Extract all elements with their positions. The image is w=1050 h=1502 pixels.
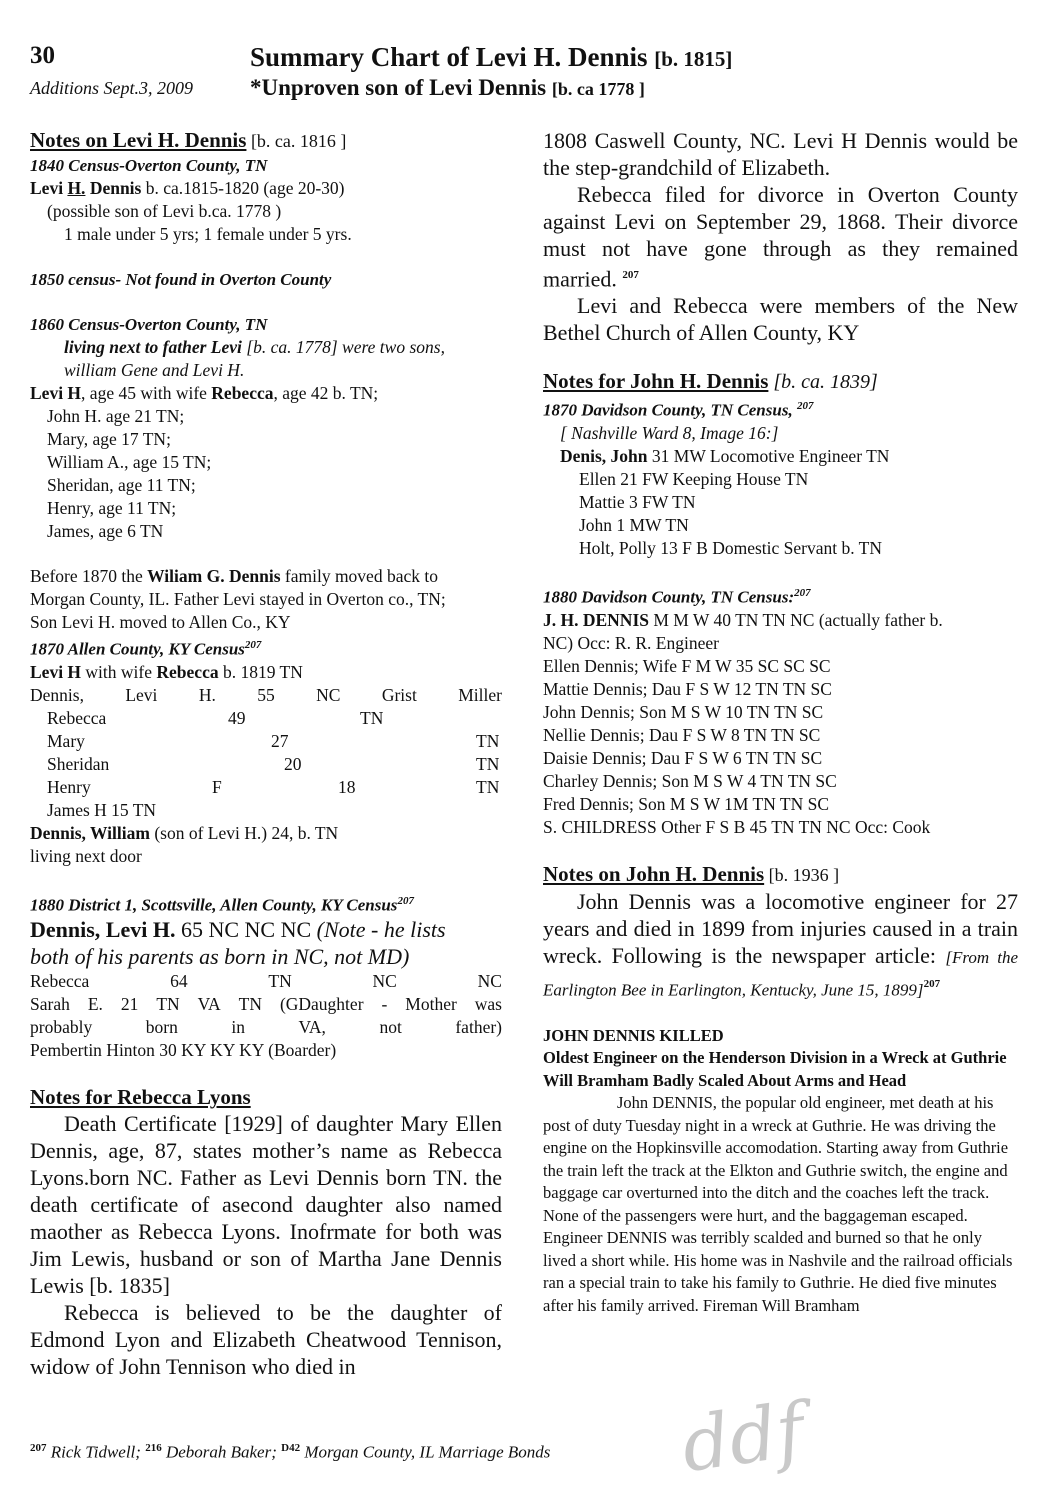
rebecca-heading: Notes for Rebecca Lyons	[30, 1085, 251, 1110]
john-census-1880-row: Charley Dennis; Son M S W 4 TN TN SC	[543, 770, 837, 791]
john-census-1870-row: Holt, Polly 13 F B Domestic Servant b. TN	[579, 537, 883, 558]
john-census-1880-row: Fred Dennis; Son M S W 1M TN TN SC	[543, 793, 830, 814]
page-title	[250, 42, 732, 73]
census-1880-pembertin: Pembertin Hinton 30 KY KY KY (Boarder)	[30, 1040, 337, 1061]
john-census-1870-row: Denis, John 31 MW Locomotive Engineer TN	[560, 445, 890, 466]
john-census-1880-row: S. CHILDRESS Other F S B 45 TN TN NC Occ: Cook	[543, 816, 931, 837]
census-1870-william: Dennis, William (son of Levi H.) 24, b. TN	[30, 822, 339, 843]
census-1870-row: James H 15 TN	[47, 799, 157, 820]
right-column	[543, 127, 1018, 1317]
census-1880-sarah-note: probably born in VA, not father)	[30, 1017, 502, 1038]
page-subtitle-born: [b. ca 1778 ]	[551, 79, 645, 99]
page-number: 30	[30, 42, 55, 69]
john-heading: Notes for John H. Dennis [b. ca. 1839]	[543, 369, 878, 394]
census-1840-levi: Levi H. Dennis b. ca.1815-1820 (age 20-30)	[30, 178, 345, 198]
census-1870-levi: Levi H with wife Rebecca b. 1819 TN	[30, 661, 303, 682]
john-census-1880-row: Mattie Dennis; Dau F S W 12 TN TN SC	[543, 678, 832, 699]
census-1860-child: Henry, age 11 TN;	[47, 498, 177, 518]
john-census-1880-heading: 1880 Davidson County, TN Census:$^{207}$	[543, 586, 811, 607]
john-census-1880-row: Nellie Dennis; Dau F S W 8 TN TN SC	[543, 724, 821, 745]
before-1870-text: Before 1870 the Wiliam G. Dennis family moved back to	[30, 566, 438, 586]
footnotes: $^{207}$ Rick Tidwell; $^{216}$ Deborah Baker; $^{D42}$ Morgan County, IL Marriage Bonds	[30, 1442, 551, 1462]
census-1860-note-sons: william Gene and Levi H.	[64, 360, 245, 380]
article-headline: JOHN DENNIS KILLED	[543, 1025, 724, 1045]
john-census-1870-row: Ellen 21 FW Keeping House TN	[579, 468, 809, 489]
john-census-1880-row: Daisie Dennis; Dau F S W 6 TN TN SC	[543, 747, 823, 768]
notes-john-paragraph: John Dennis was a locomotive engineer for 27 years and died in 1899 from injuries caused in a train wreck. Following is the newspaper article: [From the Earlington Bee in Earlington, Kentucky, June 15, 1899]$^{207}$	[543, 888, 1018, 999]
census-1860-levi: Levi H, age 45 with wife Rebecca, age 42 b. TN;	[30, 383, 379, 403]
church-paragraph: Levi and Rebecca were members of the New Bethel Church of Allen County, KY	[543, 293, 1018, 346]
left-column	[30, 127, 502, 1380]
rebecca-paragraph-2: Rebecca is believed to be the daughter of Edmond Lyon and Elizabeth Cheatwood Tennison, widow of John Tennison who died in	[30, 1300, 502, 1380]
article-body: John DENNIS, the popular old engineer, met death at his post of duty Tuesday night in a wreck at Guthrie. He was driving the engine on the Hopkinsville accomodation. Starting away from Guthrie the train left the track at the Elkton and Guthrie switch, the engine and baggage car overturned into the ditch and the coaches left the track. None of the passengers were hurt, and the baggageman escaped. Engineer DENNIS was terribly scalded and burned so that he only lived a short while. His home was in Nashvile and the railroad officials ran a special train to take his family to Guthrie. He died five minutes after his family arrived. Fireman Will Bramham	[543, 1093, 1013, 1315]
notes-john-heading: Notes on John H. Dennis [b. 1936 ]	[543, 861, 840, 886]
john-census-1880-jh-occ: NC) Occ: R. R. Engineer	[543, 632, 719, 653]
census-1840-note: (possible son of Levi b.ca. 1778 )	[47, 201, 282, 221]
john-census-1880-jh: J. H. DENNIS M M W 40 TN TN NC (actually father b.	[543, 609, 943, 630]
rebecca-paragraph-continued: 1808 Caswell County, NC. Levi H Dennis would be the step-grandchild of Elizabeth.	[543, 128, 1018, 180]
census-1860-child: William A., age 15 TN;	[47, 452, 212, 472]
rebecca-paragraph-1: Death Certificate [1929] of daughter Mary Ellen Dennis, age, 87, states mother’s name as Rebecca Lyons.born NC. Father as Levi Dennis born TN. the death certificate of asecond daughter also named maother as Rebecca Lyons. Inofrmate for both was Jim Lewis, husband or son of Martha Jane Dennis Lewis [b. 1835]	[30, 1111, 502, 1299]
census-1860-child: Sheridan, age 11 TN;	[47, 475, 196, 495]
article-subheadline-2: Will Bramham Badly Scaled About Arms and Head	[543, 1070, 907, 1090]
census-1870-row: Dennis, Levi H. 55 NC Grist Miller	[30, 684, 502, 705]
watermark-logo: ddf	[676, 1386, 810, 1490]
census-1840-household: 1 male under 5 yrs; 1 female under 5 yrs.	[64, 224, 352, 244]
census-1870-row: Sheridan 20 TN	[47, 753, 500, 774]
before-1870-text-2: Morgan County, IL. Father Levi stayed in Overton co., TN;	[30, 589, 446, 609]
page-title-born: [b. 1815]	[654, 47, 733, 71]
divorce-paragraph: Rebecca filed for divorce in Overton County against Levi on September 29, 1868. Their divorce must not have gone through as they remained married. $^{207}$	[543, 182, 1018, 292]
page-subtitle-text: *Unproven son of Levi Dennis	[250, 75, 547, 100]
census-1860-note: living next to father Levi [b. ca. 1778] were two sons,	[64, 337, 445, 357]
additions-date: Additions Sept.3, 2009	[30, 78, 193, 98]
john-census-1880-row: John Dennis; Son M S W 10 TN TN SC	[543, 701, 824, 722]
john-census-1870-row: Mattie 3 FW TN	[579, 491, 696, 512]
john-census-1870-note: [ Nashville Ward 8, Image 16:]	[560, 422, 779, 443]
census-1880-levi-note: both of his parents as born in NC, not MD)	[30, 944, 410, 970]
census-1870-william-note: living next door	[30, 845, 142, 866]
before-1870-text-3: Son Levi H. moved to Allen Co., KY	[30, 612, 291, 632]
census-1880-heading: 1880 District 1, Scottsville, Allen County, KY Census$^{207}$	[30, 894, 414, 915]
census-1870-row: Mary 27 TN	[47, 730, 500, 751]
notes-levi-heading: Notes on Levi H. Dennis [b. ca. 1816 ]	[30, 128, 347, 152]
census-1840-heading: 1840 Census-Overton County, TN	[30, 156, 268, 175]
census-1860-heading: 1860 Census-Overton County, TN	[30, 315, 268, 334]
census-1870-row: Henry F 18 TN	[47, 776, 500, 797]
page-subtitle	[250, 75, 645, 101]
page-title-text: Summary Chart of Levi H. Dennis	[250, 42, 648, 72]
john-census-1870-heading: 1870 Davidson County, TN Census, $^{207}$	[543, 400, 814, 420]
census-1880-rebecca: Rebecca 64 TN NC NC	[30, 971, 502, 992]
article-subheadline: Oldest Engineer on the Henderson Division in a Wreck at Guthrie	[543, 1048, 1007, 1068]
census-1870-heading: 1870 Allen County, KY Census$^{207}$	[30, 639, 262, 659]
census-1860-child: James, age 6 TN	[47, 521, 164, 541]
john-census-1870-row: John 1 MW TN	[579, 514, 689, 535]
census-1880-sarah: Sarah E. 21 TN VA TN (GDaughter - Mother was	[30, 994, 502, 1015]
census-1870-row: Rebecca 49 TN	[47, 707, 384, 728]
census-1860-child: Mary, age 17 TN;	[47, 429, 171, 449]
john-census-1880-row: Ellen Dennis; Wife F M W 35 SC SC SC	[543, 655, 831, 676]
census-1880-levi: Dennis, Levi H. 65 NC NC NC (Note - he lists	[30, 917, 446, 943]
census-1860-child: John H. age 21 TN;	[47, 406, 185, 426]
census-1850-heading: 1850 census- Not found in Overton County	[30, 270, 332, 289]
